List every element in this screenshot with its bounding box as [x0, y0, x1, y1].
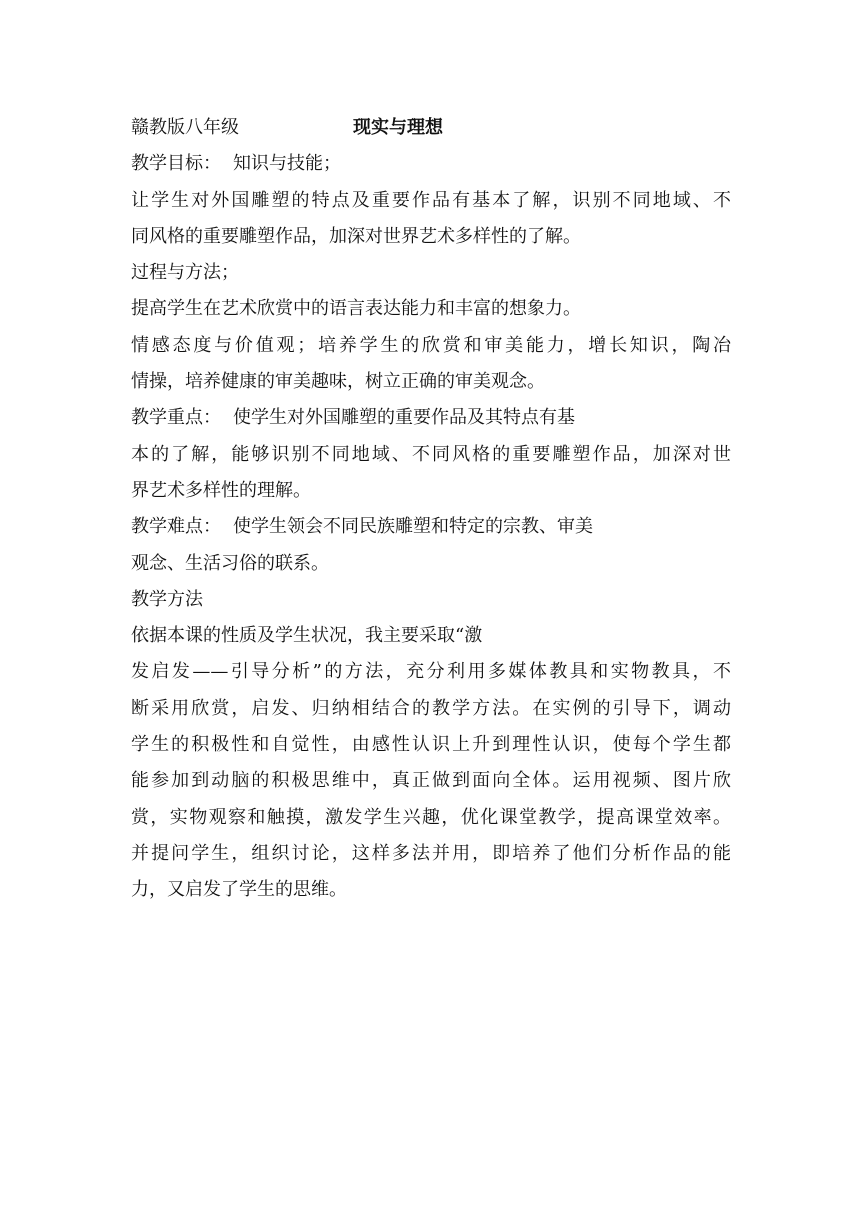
document-title: 现实与理想: [353, 117, 443, 138]
method-paragraph-line: 能参加到动脑的积极思维中，真正做到面向全体。运用视频、图片欣: [131, 770, 731, 792]
difficult-points-text: 使学生领会不同民族雕塑和特定的宗教、审美: [233, 516, 593, 538]
method-paragraph-line: 依据本课的性质及学生状况，我主要采取“激: [131, 625, 483, 647]
grade-label: 赣教版八年级: [131, 117, 239, 138]
process-heading: 过程与方法；: [131, 262, 239, 284]
key-points-paragraph-line: 本的了解，能够识别不同地域、不同风格的重要雕塑作品，加深对世: [131, 443, 731, 465]
emotion-line: [131, 328, 731, 364]
method-heading: 教学方法: [131, 588, 203, 610]
key-points-paragraph-line: 界艺术多样性的理解。: [131, 479, 311, 501]
key-points-label: 教学重点：: [131, 407, 221, 429]
objectives-paragraph-line: 让学生对外国雕塑的特点及重要作品有基本了解，识别不同地域、不: [131, 189, 731, 211]
header-row: [131, 110, 731, 146]
emotion-paragraph-line: 情操，培养健康的审美趣味，树立正确的审美观念。: [131, 371, 545, 393]
difficult-points-label: 教学难点：: [131, 516, 221, 538]
method-paragraph-line: 断采用欣赏，启发、归纳相结合的教学方法。在实例的引导下，调动: [131, 697, 731, 719]
method-paragraph-line: 力，又启发了学生的思维。: [131, 879, 347, 901]
emotion-text: 培养学生的欣赏和审美能力，增长知识，陶冶: [315, 334, 732, 356]
objectives-paragraph-line: 同风格的重要雕塑作品，加深对世界艺术多样性的了解。: [131, 225, 581, 247]
difficult-points-paragraph-line: 观念、生活习俗的联系。: [131, 552, 329, 574]
process-paragraph: 提高学生在艺术欣赏中的语言表达能力和丰富的想象力。: [131, 298, 581, 320]
key-points-text: 使学生对外国雕塑的重要作品及其特点有基: [233, 407, 575, 429]
document-body: [131, 110, 731, 909]
method-paragraph-line: 赏，实物观察和触摸，激发学生兴趣，优化课堂教学，提高课堂效率。: [131, 806, 731, 828]
key-points-line: [131, 400, 731, 436]
method-paragraph-line: 并提问学生，组织讨论，这样多法并用，即培养了他们分析作品的能: [131, 842, 731, 864]
method-paragraph-line: 学生的积极性和自觉性，由感性认识上升到理性认识，使每个学生都: [131, 734, 731, 756]
method-paragraph-line: 发启发——引导分析”的方法，充分利用多媒体教具和实物教具，不: [131, 661, 731, 683]
objectives-subheading: 知识与技能；: [233, 153, 341, 175]
objectives-heading: [131, 146, 731, 182]
emotion-label: 情感态度与价值观；: [131, 334, 316, 356]
objectives-label: 教学目标：: [131, 153, 221, 175]
difficult-points-line: [131, 509, 731, 545]
